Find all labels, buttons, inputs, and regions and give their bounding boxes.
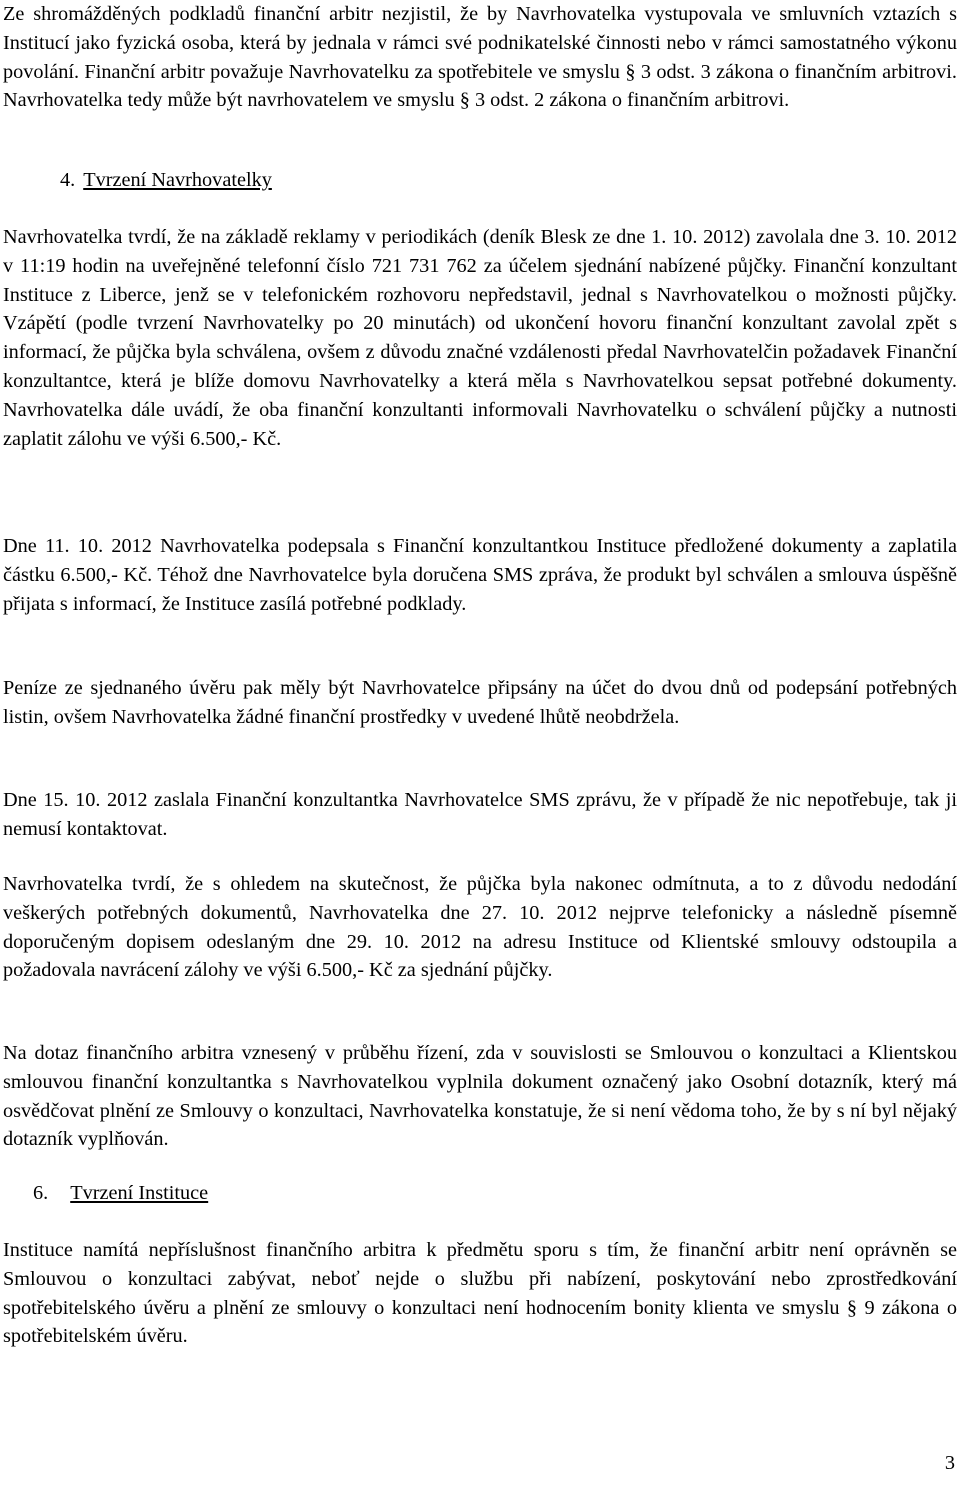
section-heading-6	[33, 1179, 208, 1208]
paragraph-institution-claim: Instituce namítá nepříslušnost finančního arbitra k předmětu sporu s tím, že finanční arbitr není oprávněn se Smlouvou o konzultaci zabývat, neboť nejde o službu při nabízení, poskytování nebo zprostředkování spotřebitelského úvěru a plnění ze smlouvy o konzultaci není hodnocením bonity klienta ve smyslu § 9 zákona o spotřebitelském úvěru.	[3, 1239, 957, 1348]
page-number: 3	[944, 1452, 955, 1474]
paragraph-claimant-claim: Navrhovatelka tvrdí, že na základě reklamy v periodikách (deník Blesk ze dne 1. 10. 2012) zavolala dne 3. 10. 2012 v 11:19 hodin na uveřejněné telefonní číslo 721 731 762 za účelem sjednání nabízené půjčky. Finanční konzultant Instituce z Liberce, jenž se v telefonickém rozhovoru nepředstavil, jednal s Navrhovatelkou o možnosti půjčky. Vzápětí (podle tvrzení Navrhovatelky po 20 minutách) od ukončení hovoru finanční konzultant zavolal zpět s informací, že půjčka byla schválena, ovšem z důvodu značné vzdálenosti předal Navrhovatelčin požadavek Finanční konzultantce, která je blíže domovu Navrhovatelky a která měla s Navrhovatelkou sepsat potřebné dokumenty. Navrhovatelka dále uvádí, že oba finanční konzultanti informovali Navrhovatelku o schválení půjčky a nutnosti zaplatit zálohu ve výši 6.500,- Kč.	[3, 226, 957, 450]
paragraph-questionnaire: Na dotaz finančního arbitra vznesený v průběhu řízení, zda v souvislosti se Smlouvou o konzultaci a Klientskou smlouvou finanční konzultantka s Navrhovatelkou vyplnila dokument označený jako Osobní dotazník, který má osvědčovat plnění ze Smlouvy o konzultaci, Navrhovatelka konstatuje, že si není vědoma toho, že by s ní byl nějaký dotazník vyplňován.	[3, 1042, 957, 1151]
section-heading-4	[60, 166, 272, 195]
section-number: 6.	[33, 1182, 49, 1204]
paragraph-sms: Dne 15. 10. 2012 zaslala Finanční konzultantka Navrhovatelce SMS zprávu, že v případě že nic nepotřebuje, tak ji nemusí kontaktovat.	[3, 789, 957, 840]
paragraph-consumer-status: Ze shromážděných podkladů finanční arbitr nezjistil, že by Navrhovatelka vystupovala ve smluvních vztazích s Institucí jako fyzická osoba, která by jednala v rámci své podnikatelské činnosti nebo v rámci samostatného výkonu povolání. Finanční arbitr považuje Navrhovatelku za spotřebitele ve smyslu § 3 odst. 3 zákona o finančním arbitrovi. Navrhovatelka tedy může být navrhovatelem ve smyslu § 3 odst. 2 zákona o finančním arbitrovi.	[3, 3, 957, 112]
section-number: 4.	[60, 169, 76, 191]
paragraph-withdrawal: Navrhovatelka tvrdí, že s ohledem na skutečnost, že půjčka byla nakonec odmítnuta, a to z důvodu nedodání veškerých potřebných dokumentů, Navrhovatelka dne 27. 10. 2012 nejprve telefonicky a následně písemně doporučeným dopisem odeslaným dne 29. 10. 2012 na adresu Instituce od Klientské smlouvy odstoupila a požadovala navrácení zálohy ve výši 6.500,- Kč za sjednání půjčky.	[3, 873, 957, 982]
section-title: Tvrzení Navrhovatelky	[83, 169, 272, 191]
paragraph-payout: Peníze ze sjednaného úvěru pak měly být Navrhovatelce připsány na účet do dvou dnů od podepsání potřebných listin, ovšem Navrhovatelka žádné finanční prostředky v uvedené lhůtě neobdržela.	[3, 677, 957, 728]
paragraph-signing: Dne 11. 10. 2012 Navrhovatelka podepsala s Finanční konzultantkou Instituce předložené dokumenty a zaplatila částku 6.500,- Kč. Téhož dne Navrhovatelce byla doručena SMS zpráva, že produkt byl schválen a smlouva úspěšně přijata s informací, že Instituce zasílá potřebné podklady.	[3, 535, 957, 615]
section-title: Tvrzení Instituce	[70, 1182, 209, 1204]
